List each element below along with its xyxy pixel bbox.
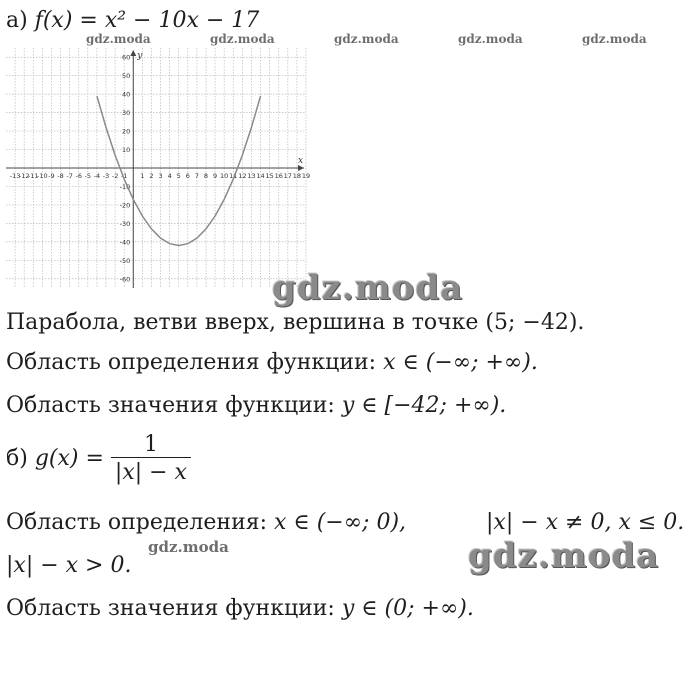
statement-domain-a: [6, 350, 538, 375]
fraction-denominator: |x| − x: [111, 457, 191, 485]
x-tick-label: -8: [57, 172, 64, 180]
x-tick-label: 14: [256, 172, 265, 180]
x-tick-label: -5: [84, 172, 92, 180]
x-tick-label: -13: [9, 172, 21, 180]
parabola-graph: [6, 48, 311, 288]
part-a-label: а): [6, 8, 28, 33]
y-tick-label: 30: [121, 109, 131, 118]
domain-a-math: x ∈ (−∞; +∞).: [383, 350, 538, 375]
y-tick-label: 10: [121, 146, 131, 155]
watermark-big-2: gdz.moda: [468, 536, 660, 576]
watermark-small-1: gdz.moda: [86, 32, 151, 46]
y-tick-label: -10: [119, 182, 131, 191]
x-tick-label: 7: [194, 172, 199, 180]
part-a-function: f(x) = x² − 10x − 17: [34, 8, 260, 33]
domain-b-math: x ∈ (−∞; 0),: [274, 510, 407, 535]
y-tick-label: -60: [119, 275, 131, 284]
x-tick-label: -9: [48, 172, 55, 180]
watermark-small-3: gdz.moda: [334, 32, 399, 46]
y-tick-label: 40: [121, 90, 131, 99]
x-tick-label: 6: [185, 172, 190, 180]
y-tick-label: -20: [119, 201, 131, 210]
part-b-function: g(x) =: [34, 446, 111, 471]
x-tick-label: 5: [176, 172, 181, 180]
y-tick-label: 60: [121, 53, 131, 62]
x-tick-label: 2: [149, 172, 154, 180]
fraction-numerator: 1: [143, 432, 158, 457]
x-tick-label: -7: [66, 172, 73, 180]
x-tick-label: 11: [229, 172, 238, 180]
x-tick-label: -6: [75, 172, 82, 180]
watermark-small-5: gdz.moda: [582, 32, 647, 46]
statement-range-a: [6, 393, 506, 418]
x-tick-label: -3: [102, 172, 110, 180]
watermark-small-4: gdz.moda: [458, 32, 523, 46]
x-tick-label: -10: [37, 172, 48, 180]
y-tick-label: -30: [119, 219, 131, 228]
x-tick-label: 3: [158, 172, 163, 180]
x-tick-label: -11: [27, 172, 39, 180]
y-axis-arrow: [130, 50, 136, 56]
x-tick-label: 17: [283, 172, 292, 180]
range-b-text: Область значения функции:: [6, 596, 342, 621]
part-b-fraction: [111, 432, 191, 485]
inequality-b: |x| − x > 0.: [6, 553, 132, 578]
domain-b-condition: |x| − x ≠ 0, x ≤ 0.: [486, 510, 685, 535]
x-tick-label: -1: [120, 172, 128, 180]
x-tick-label: 4: [167, 172, 172, 180]
part-b-label: б): [6, 446, 28, 471]
y-tick-label: -50: [119, 256, 131, 265]
y-tick-label: 20: [121, 127, 131, 136]
x-tick-label: -4: [93, 172, 101, 180]
watermark-small-6: gdz.moda: [148, 538, 229, 556]
y-axis-label: y: [137, 51, 143, 61]
y-tick-label: -40: [119, 238, 131, 247]
x-tick-label: 8: [203, 172, 209, 180]
x-tick-label: -2: [111, 172, 119, 180]
statement-range-b: [6, 596, 474, 621]
watermark-small-2: gdz.moda: [210, 32, 275, 46]
watermark-big-1: gdz.moda: [272, 268, 464, 308]
range-a-math: y ∈ [−42; +∞).: [341, 393, 507, 418]
domain-a-text: Область определения функции:: [6, 350, 384, 375]
x-tick-label: 16: [274, 172, 283, 180]
x-tick-label: 19: [301, 172, 311, 180]
x-tick-label: 12: [238, 172, 247, 180]
range-b-math: y ∈ (0; +∞).: [341, 596, 474, 621]
x-tick-label: 9: [213, 172, 218, 180]
x-tick-label: 10: [220, 172, 229, 180]
statement-vertex: Парабола, ветви вверх, вершина в точке (5; −42).: [6, 310, 585, 335]
range-a-text: Область значения функции:: [6, 393, 342, 418]
x-tick-label: 18: [292, 172, 302, 180]
x-tick-label: -12: [18, 172, 30, 180]
x-axis-label: x: [298, 156, 304, 166]
domain-b-text: Область определения:: [6, 510, 275, 535]
x-tick-label: 13: [247, 172, 256, 180]
statement-domain-b: [6, 510, 406, 535]
x-tick-label: 15: [265, 172, 274, 180]
y-tick-label: 50: [121, 72, 131, 81]
part-b-heading: [6, 432, 191, 485]
part-a-heading: [6, 8, 259, 33]
x-tick-label: 1: [140, 172, 145, 180]
